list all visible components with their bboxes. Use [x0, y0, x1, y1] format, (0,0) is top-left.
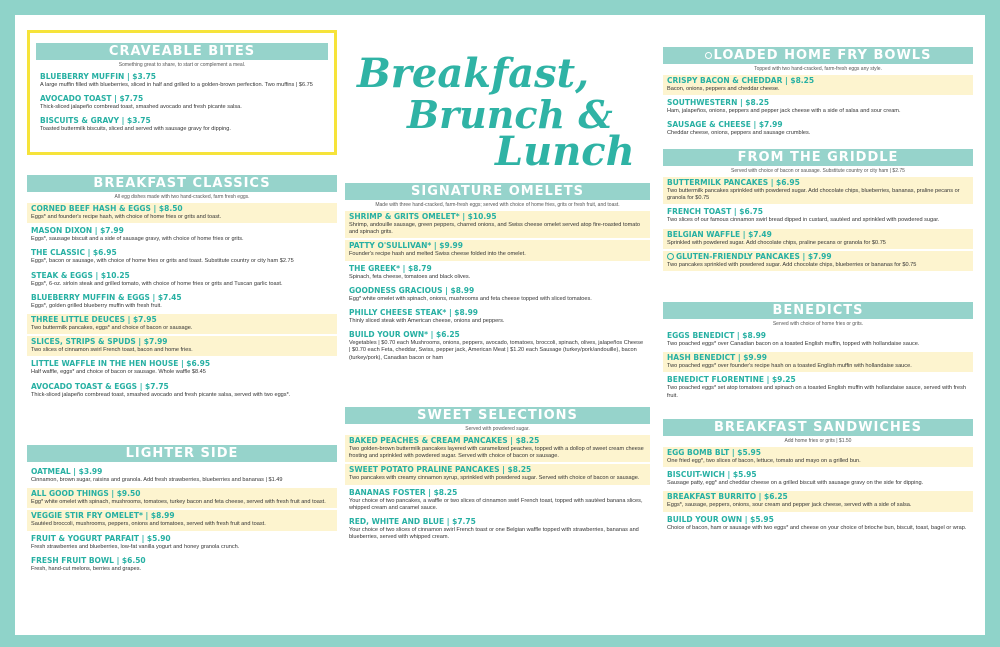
menu-item-name	[667, 252, 969, 262]
item-list	[27, 203, 337, 401]
menu-item-description: Eggs*, golden grilled blueberry muffin with fresh fruit.	[31, 302, 162, 309]
menu-item-description: Egg* white omelet with spinach, onions, mushrooms and feta cheese topped with sliced tomatoes.	[349, 295, 592, 302]
menu-title-logo	[345, 40, 645, 180]
item-list	[36, 71, 328, 136]
menu-item	[27, 314, 337, 334]
signature-omelets-section	[345, 183, 650, 366]
menu-item	[345, 307, 650, 327]
menu-item-title: FRENCH TOAST | $6.75	[667, 207, 763, 217]
menu-item-name	[349, 212, 646, 222]
menu-item	[663, 514, 973, 534]
menu-item-description: Two poached eggs* set atop tomatoes and spinach on a toasted English muffin with hollandaise sauce, served with fresh fruit.	[667, 385, 967, 399]
breakfast-classics-section	[27, 175, 337, 403]
menu-item-title: FRESH FRUIT BOWL | $6.50	[31, 555, 146, 565]
menu-item-name	[349, 436, 646, 446]
menu-item	[27, 381, 337, 401]
menu-item	[345, 435, 650, 462]
menu-item-title: THE CLASSIC | $6.95	[31, 248, 117, 258]
menu-item-title: BELGIAN WAFFLE | $7.49	[667, 229, 772, 239]
menu-item-name	[31, 204, 333, 214]
menu-item	[27, 203, 337, 223]
menu-item-name	[349, 308, 646, 318]
menu-item	[663, 206, 973, 226]
benedicts-section	[663, 302, 973, 404]
menu-item	[663, 374, 973, 401]
menu-item	[663, 75, 973, 95]
gluten-friendly-icon	[705, 52, 712, 59]
menu-item-title: ALL GOOD THINGS | $9.50	[31, 489, 141, 499]
menu-item	[663, 469, 973, 489]
menu-item-description: Fresh strawberries and blueberries, low-fat vanilla yogurt and honey granola crunch.	[31, 543, 240, 550]
menu-item-title: THE GREEK* | $8.79	[349, 263, 432, 273]
menu-item-name	[31, 534, 333, 544]
menu-item	[345, 211, 650, 238]
menu-item-name	[349, 517, 646, 527]
menu-item-description: Two pancakes sprinkled with powdered sugar. Add chocolate chips, blueberries or bananas for $0.75	[667, 261, 917, 268]
menu-item-title: AVOCADO TOAST & EGGS | $7.75	[31, 381, 169, 391]
breakfast-sandwiches-section	[663, 419, 973, 536]
menu-item-name	[667, 515, 969, 525]
item-list	[663, 177, 973, 271]
menu-item-title: CORNED BEEF HASH & EGGS | $8.50	[31, 204, 183, 213]
section-subtitle: Served with choice of home fries or grits.	[772, 321, 864, 327]
menu-item	[663, 251, 973, 271]
menu-item-name	[349, 488, 646, 498]
section-title: BREAKFAST SANDWICHES	[663, 419, 973, 436]
menu-item-description: Eggs*, sausage, peppers, onions, sour cream and pepper jack cheese, served with a side of salsa.	[667, 502, 912, 509]
menu-item-name	[40, 116, 324, 126]
menu-item-name	[31, 248, 333, 258]
menu-item-description: Sautéed broccoli, mushrooms, peppers, onions and tomatoes, served with fresh fruit and toast.	[31, 521, 266, 528]
menu-item-title: MASON DIXON | $7.99	[31, 226, 124, 236]
menu-item-name	[349, 330, 646, 340]
section-title: BREAKFAST CLASSICS	[27, 175, 337, 192]
item-list	[663, 447, 973, 534]
section-title: CRAVEABLE BITES	[36, 43, 328, 60]
menu-item-title: GOODNESS GRACIOUS | $8.99	[349, 285, 475, 295]
menu-item-name	[31, 315, 333, 325]
menu-item	[27, 510, 337, 530]
menu-item-name	[40, 94, 324, 104]
section-title	[663, 47, 973, 64]
menu-item	[663, 447, 973, 467]
menu-item	[345, 240, 650, 260]
menu-item-description: Two slices of cinnamon swirl French toast, bacon and home fries.	[31, 347, 193, 354]
menu-item-description: One fried egg*, two slices of bacon, lettuce, tomato and mayo on a grilled bun.	[667, 458, 861, 464]
menu-item	[345, 329, 650, 364]
menu-item-title: BREAKFAST BURRITO | $6.25	[667, 492, 788, 502]
section-title: SWEET SELECTIONS	[345, 407, 650, 424]
section-subtitle: Made with three hand-cracked, farm-fresh eggs; served with choice of home fries, grits or fresh fruit, and toast.	[375, 202, 620, 208]
title-line-2: Brunch &	[407, 92, 613, 137]
section-subtitle: Something great to share, to start or complement a meal.	[118, 62, 246, 68]
menu-item-name	[40, 72, 324, 82]
menu-item-name	[31, 271, 333, 281]
section-subtitle: Served with powdered sugar.	[465, 426, 530, 432]
menu-item-title: GLUTEN-FRIENDLY PANCAKES | $7.99	[676, 251, 832, 261]
menu-item-name	[31, 467, 333, 477]
menu-item-title: BANANAS FOSTER | $8.25	[349, 487, 458, 497]
title-line-3: Lunch	[495, 128, 635, 175]
menu-item-description: Eggs*, sausage biscuit and a side of sausage gravy, with choice of home fries or grits.	[31, 236, 244, 243]
menu-item	[36, 93, 328, 113]
menu-item	[27, 270, 337, 290]
menu-item-name	[31, 337, 333, 347]
menu-item-description: Two pancakes with creamy cinnamon syrup, sprinkled with powdered sugar. Served with choice of bacon or sausage.	[349, 475, 640, 482]
section-title: BENEDICTS	[663, 302, 973, 319]
menu-item-title: BUILD YOUR OWN* | $6.25	[349, 330, 460, 340]
menu-item	[27, 292, 337, 312]
menu-item-title: BUILD YOUR OWN | $5.95	[667, 514, 774, 524]
menu-item-title: RED, WHITE AND BLUE | $7.75	[349, 517, 476, 527]
menu-item-description: Two buttermilk pancakes sprinkled with powdered sugar. Add chocolate chips, blueberries, bananas, praline pecans or granola for $0.75	[667, 188, 960, 202]
menu-item	[27, 533, 337, 553]
menu-item-name	[667, 230, 969, 240]
menu-item-title: SAUSAGE & CHEESE | $7.99	[667, 120, 783, 130]
menu-item-title: BISCUITS & GRAVY | $3.75	[40, 116, 151, 126]
menu-item-description: Toasted buttermilk biscuits, sliced and served with sausage gravy for dipping.	[40, 126, 231, 133]
menu-item-description: Eggs* and founder's recipe hash, with choice of home fries or grits and toast.	[31, 214, 222, 220]
section-subtitle: Served with choice of bacon or sausage. Substitute country or city ham | $2.75	[731, 168, 905, 174]
menu-item-title: EGG BOMB BLT | $5.95	[667, 448, 761, 457]
menu-item	[663, 177, 973, 204]
menu-item-description: Sausage patty, egg* and cheddar cheese on a grilled biscuit with sausage gravy on the side for dipping.	[667, 480, 924, 487]
menu-item-description: Your choice of two slices of cinnamon swirl French toast or one Belgian waffle topped with strawberries, bananas and blueberries, served with whipped cream.	[349, 527, 639, 541]
menu-item-title: FRUIT & YOGURT PARFAIT | $5.90	[31, 533, 171, 543]
title-line-1: Breakfast,	[357, 50, 590, 97]
menu-item-description: Your choice of two pancakes, a waffle or two slices of cinnamon swirl French toast, topped with sautéed banana slices, whipped cream and caramel sauce.	[349, 497, 643, 511]
menu-item-name	[31, 382, 333, 392]
menu-item	[27, 247, 337, 267]
menu-item-name	[349, 465, 646, 475]
menu-item	[345, 516, 650, 543]
menu-item-name	[31, 359, 333, 369]
menu-item-name	[667, 470, 969, 480]
menu-item	[27, 466, 337, 486]
menu-item-title: AVOCADO TOAST | $7.75	[40, 94, 144, 104]
menu-item-title: HASH BENEDICT | $9.99	[667, 353, 767, 363]
menu-item	[663, 352, 973, 372]
menu-item	[27, 225, 337, 245]
menu-item-title: BLUEBERRY MUFFIN | $3.75	[40, 72, 157, 81]
menu-item-description: Shrimp, andouille sausage, green peppers, charred onions, and Swiss cheese omelet served atop fire-roasted tomato and spinach grits.	[349, 222, 641, 236]
item-list	[27, 466, 337, 575]
menu-item-title: LITTLE WAFFLE IN THE HEN HOUSE | $6.95	[31, 359, 211, 369]
menu-item	[663, 330, 973, 350]
menu-item-title: THREE LITTLE DEUCES | $7.95	[31, 315, 157, 325]
menu-item-description: Egg* white omelet with spinach, mushrooms, tomatoes, turkey bacon and feta cheese, served with fresh fruit and toast.	[31, 499, 326, 506]
menu-item-description: Vegetables | $0.70 each Mushrooms, onions, peppers, avocado, tomatoes, broccoli, spinach, olives, jalapeños Cheese | $0.70 each Feta, cheddar, Swiss, pepper jack, American Meat | $1.20 each Sausage (turkey/pork/andouille), bacon (turkey/pork), Canadian bacon or ham	[349, 340, 644, 361]
menu-item	[27, 358, 337, 378]
menu-item-title: SHRIMP & GRITS OMELET* | $10.95	[349, 212, 497, 221]
menu-item-title: BLUEBERRY MUFFIN & EGGS | $7.45	[31, 292, 182, 302]
menu-item-name	[667, 76, 969, 86]
section-title-text: LOADED HOME FRY BOWLS	[713, 48, 932, 63]
menu-item-title: SWEET POTATO PRALINE PANCAKES | $8.25	[349, 465, 532, 475]
sweet-selections-section	[345, 407, 650, 545]
menu-item	[27, 555, 337, 575]
menu-item	[36, 115, 328, 135]
menu-item-description: Eggs*, bacon or sausage, with choice of home fries or grits and toast. Substitute country or city ham $2.75	[31, 258, 294, 265]
menu-item-title: BENEDICT FLORENTINE | $9.25	[667, 375, 796, 385]
menu-item-description: Spinach, feta cheese, tomatoes and black olives.	[349, 273, 471, 280]
menu-item-description: Fresh, hand-cut melons, berries and grapes.	[31, 565, 142, 572]
menu-item-name	[31, 226, 333, 236]
menu-item-title: CRISPY BACON & CHEDDAR | $8.25	[667, 76, 815, 85]
menu-item-name	[667, 448, 969, 458]
menu-item-name	[667, 331, 969, 341]
menu-item-name	[349, 241, 646, 251]
menu-item-description: Eggs*, 6-oz. sirloin steak and grilled tomato, with choice of home fries or grits and Tuscan garlic toast.	[31, 280, 283, 287]
menu-item-description: Two golden-brown buttermilk pancakes layered with caramelized peaches, topped with a dollop of sweet cream cheese frosting and sprinkled with powdered sugar. Served with choice of bacon or sausage.	[349, 446, 644, 460]
menu-item	[27, 488, 337, 508]
menu-item-name	[667, 207, 969, 217]
menu-item-name	[667, 353, 969, 363]
from-the-griddle-section	[663, 149, 973, 273]
menu-item-description: Cinnamon, brown sugar, raisins and granola. Add fresh strawberries, blueberries and bananas | $1.49	[31, 477, 283, 483]
menu-item	[345, 263, 650, 283]
craveable-bites-box	[27, 30, 337, 155]
menu-item-description: Half waffle, eggs* and choice of bacon or sausage. Whole waffle $8.45	[31, 369, 206, 376]
menu-item-name	[31, 556, 333, 566]
menu-item-description: Two buttermilk pancakes, eggs* and choice of bacon or sausage.	[31, 325, 193, 332]
menu-item-description: Thick-sliced jalapeño cornbread toast, smashed avocado and fresh picante salsa, served with two eggs*.	[31, 391, 291, 398]
menu-item-description: Two poached eggs* over Canadian bacon on a toasted English muffin, topped with hollandaise sauce.	[667, 341, 920, 347]
menu-item-description: Cheddar cheese, onions, peppers and sausage crumbles.	[667, 130, 811, 137]
menu-item-name	[667, 98, 969, 108]
menu-item-description: Two poached eggs* over founder's recipe hash on a toasted English muffin with hollandaise sauce.	[667, 363, 912, 370]
menu-item	[345, 285, 650, 305]
menu-item-description: Bacon, onions, peppers and cheddar cheese.	[667, 86, 780, 92]
lighter-side-section	[27, 445, 337, 577]
menu-item-description: Sprinkled with powdered sugar. Add chocolate chips, praline pecans or granola for $0.75	[667, 239, 886, 246]
menu-item-title: BUTTERMILK PANCAKES | $6.95	[667, 178, 800, 187]
menu-item-title: SOUTHWESTERN | $8.25	[667, 98, 770, 108]
menu-item-title: VEGGIE STIR FRY OMELET* | $8.99	[31, 511, 175, 521]
menu-item-title: SLICES, STRIPS & SPUDS | $7.99	[31, 337, 168, 347]
menu-item-name	[667, 375, 969, 385]
menu-item-title: OATMEAL | $3.99	[31, 467, 103, 476]
menu-item-description: Thick-sliced jalapeño cornbread toast, smashed avocado and fresh picante salsa.	[40, 104, 242, 111]
menu-item-description: A large muffin filled with blueberries, sliced in half and grilled to a golden-brown perfection. Two muffins | $6.75	[40, 82, 313, 88]
section-title: LIGHTER SIDE	[27, 445, 337, 462]
section-title: FROM THE GRIDDLE	[663, 149, 973, 166]
menu-item-name	[667, 120, 969, 130]
item-list	[663, 330, 973, 402]
menu-item-description: Thinly sliced steak with American cheese, onions and peppers.	[349, 318, 505, 325]
menu-item-description: Ham, jalapeños, onions, peppers and pepper jack cheese with a side of salsa and sour cream.	[667, 108, 901, 115]
menu-item-title: EGGS BENEDICT | $8.99	[667, 331, 767, 340]
menu-item	[663, 229, 973, 249]
menu-item-title: PHILLY CHEESE STEAK* | $8.99	[349, 308, 479, 318]
section-subtitle: Topped with two hand-cracked, farm-fresh eggs any style.	[754, 66, 882, 72]
menu-item-description: Founder's recipe hash and melted Swiss cheese folded into the omelet.	[349, 251, 526, 258]
menu-item	[663, 119, 973, 139]
menu-item	[663, 97, 973, 117]
menu-item-name	[31, 489, 333, 499]
home-fry-bowls-section	[663, 47, 973, 142]
section-subtitle: Add home fries or grits | $1.50	[784, 438, 852, 444]
gluten-friendly-icon	[667, 253, 674, 260]
menu-item	[27, 336, 337, 356]
menu-item-title: PATTY O'SULLIVAN* | $9.99	[349, 241, 463, 251]
menu-item	[345, 487, 650, 514]
menu-item-name	[31, 511, 333, 521]
menu-item	[663, 491, 973, 511]
menu-item-name	[349, 286, 646, 296]
menu-item	[36, 71, 328, 91]
section-subtitle: All egg dishes made with two hand-cracked, farm fresh eggs.	[114, 194, 250, 200]
menu-item	[345, 464, 650, 484]
menu-item-title: STEAK & EGGS | $10.25	[31, 270, 130, 280]
menu-item-name	[667, 492, 969, 502]
item-list	[663, 75, 973, 140]
menu-item-title: BAKED PEACHES & CREAM PANCAKES | $8.25	[349, 436, 540, 445]
menu-sheet	[15, 15, 985, 635]
item-list	[345, 435, 650, 543]
menu-item-name	[31, 293, 333, 303]
menu-item-description: Choice of bacon, ham or sausage with two eggs* and cheese on your choice of brioche bun, biscuit, toast, bagel or wrap.	[667, 524, 967, 531]
menu-item-name	[349, 264, 646, 274]
menu-item-description: Two slices of our famous cinnamon swirl bread dipped in custard, sautéed and sprinkled with powdered sugar.	[667, 217, 940, 224]
item-list	[345, 211, 650, 364]
menu-item-name	[667, 178, 969, 188]
menu-item-title: BISCUIT-WICH | $5.95	[667, 470, 757, 480]
section-title: SIGNATURE OMELETS	[345, 183, 650, 200]
